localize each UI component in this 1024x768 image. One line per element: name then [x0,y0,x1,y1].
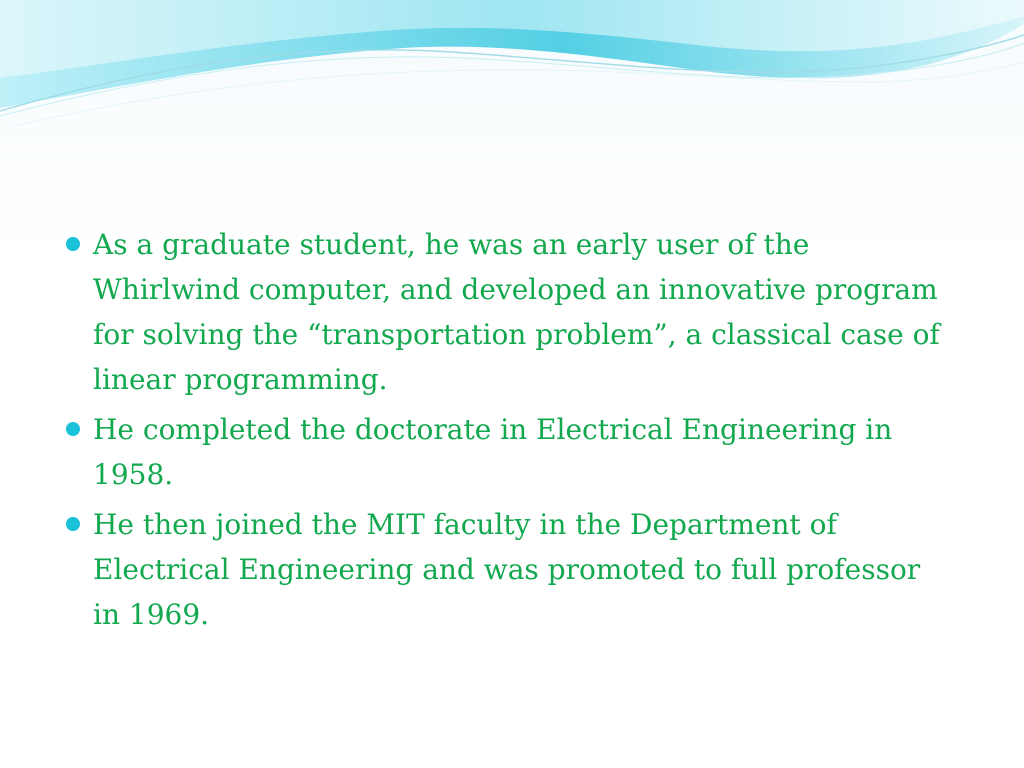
bullet-text: He then joined the MIT faculty in the Department of Electrical Engineering and was promoted to full professor in 1969. [93,508,921,631]
bullet-item-graduate-student [64,222,954,402]
wave-header-decoration [0,0,1024,130]
bullet-text: As a graduate student, he was an early user of the Whirlwind computer, and developed an innovative program for solving the “transportation problem”, a classical case of linear programming. [93,228,940,396]
bullet-dot-icon [66,422,80,436]
bullet-text: He completed the doctorate in Electrical Engineering in 1958. [93,413,893,491]
bullet-item-mit-faculty [64,502,954,637]
bullet-dot-icon [66,237,80,251]
bullet-list [64,222,954,637]
bullet-item-doctorate [64,407,954,497]
slide-content [64,222,954,642]
bullet-dot-icon [66,517,80,531]
